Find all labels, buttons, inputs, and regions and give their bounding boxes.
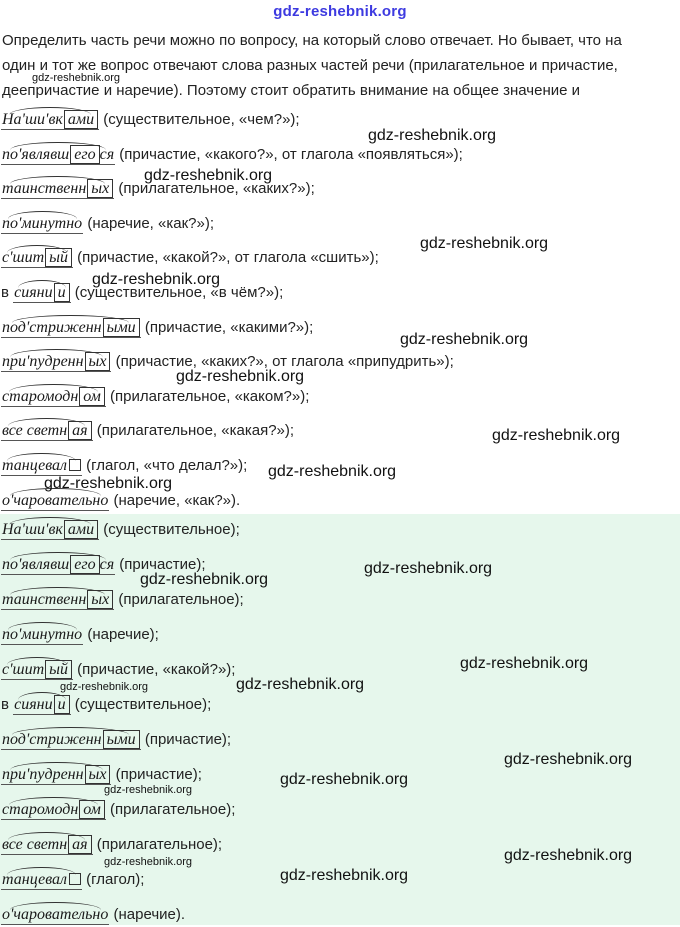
word-morpheme bbox=[1, 353, 111, 372]
word-morpheme bbox=[1, 492, 109, 511]
word-stem: по'являвш bbox=[2, 556, 70, 573]
word-stem: сияни bbox=[14, 284, 53, 301]
word-postfix: ся bbox=[99, 556, 115, 573]
analysis-line bbox=[1, 798, 235, 822]
part-of-speech-note: (глагол); bbox=[82, 871, 145, 888]
word-morpheme bbox=[1, 871, 82, 890]
word-ending: его bbox=[70, 555, 99, 574]
part-of-speech-note: (причастие, «какой?»); bbox=[73, 661, 236, 678]
word-ending: ых bbox=[87, 590, 113, 609]
word-ending: ая bbox=[68, 421, 91, 440]
word-morpheme bbox=[1, 766, 111, 785]
analysis-line bbox=[1, 108, 300, 132]
word-stem: под'стриженн bbox=[2, 731, 102, 748]
word-stem: по'минутно bbox=[2, 214, 83, 232]
part-of-speech-note: (существительное, «чем?»); bbox=[99, 111, 300, 128]
word-morpheme bbox=[1, 731, 141, 750]
word-ending: ыми bbox=[103, 730, 140, 749]
preposition: в bbox=[1, 696, 14, 713]
part-of-speech-note: (причастие, «какого?», от глагола «появляться»); bbox=[115, 145, 463, 163]
word-stem: о'чаровательно bbox=[2, 491, 109, 509]
word-stem: под'стриженн bbox=[2, 318, 102, 336]
word-stem: все светн bbox=[2, 836, 68, 853]
part-of-speech-note: (наречие, «как?»); bbox=[83, 214, 215, 232]
part-of-speech-note: (прилагательное, «каких?»); bbox=[114, 180, 315, 198]
word-morpheme bbox=[1, 626, 83, 645]
word-morpheme bbox=[1, 422, 93, 441]
watermark: gdz-reshebnik.org bbox=[236, 676, 365, 693]
word-morpheme bbox=[1, 111, 99, 130]
word-stem: старомодн bbox=[2, 801, 79, 818]
word-morpheme bbox=[1, 319, 141, 338]
word-ending: ыми bbox=[103, 318, 140, 337]
watermark: gdz-reshebnik.org bbox=[504, 751, 633, 768]
analysis-line bbox=[1, 246, 379, 270]
word-morpheme bbox=[1, 801, 106, 820]
analysis-line bbox=[1, 903, 185, 927]
part-of-speech-note: (глагол, «что делал?»); bbox=[82, 457, 248, 474]
analysis-line bbox=[1, 693, 211, 717]
word-morpheme bbox=[1, 906, 109, 925]
intro-line: один и тот же вопрос отвечают слова разных частей речи (прилагательное и причастие, bbox=[2, 57, 618, 74]
part-of-speech-note: (причастие, «каких?», от глагола «припудрить»); bbox=[111, 353, 454, 371]
part-of-speech-note: (причастие); bbox=[111, 766, 202, 783]
analysis-line bbox=[1, 658, 235, 682]
part-of-speech-note: (существительное); bbox=[70, 696, 212, 713]
watermark: gdz-reshebnik.org bbox=[420, 235, 549, 252]
analysis-line bbox=[1, 385, 309, 409]
part-of-speech-note: (существительное); bbox=[99, 521, 240, 538]
word-ending: ая bbox=[68, 835, 91, 854]
analysis-line bbox=[1, 623, 159, 647]
watermark: gdz-reshebnik.org bbox=[268, 463, 397, 480]
word-morpheme bbox=[1, 836, 93, 855]
word-morpheme bbox=[1, 591, 114, 610]
watermark: gdz-reshebnik.org bbox=[44, 475, 173, 492]
word-ending: ом bbox=[79, 800, 105, 819]
watermark: gdz-reshebnik.org bbox=[140, 571, 269, 588]
watermark: gdz-reshebnik.org bbox=[280, 771, 409, 788]
word-ending: ых bbox=[87, 179, 113, 198]
part-of-speech-note: (прилагательное); bbox=[105, 801, 236, 818]
intro-line: деепричастие и наречие). Поэтому стоит обратить внимание на общее значение и bbox=[2, 82, 581, 99]
word-stem: сияни bbox=[14, 696, 53, 713]
word-morpheme bbox=[1, 388, 106, 407]
word-postfix: ся bbox=[99, 145, 115, 163]
word-morpheme bbox=[1, 457, 82, 476]
analysis-line bbox=[1, 833, 222, 857]
word-stem: по'минутно bbox=[2, 626, 83, 643]
word-ending: ами bbox=[64, 520, 98, 539]
word-stem: таинственн bbox=[2, 591, 87, 608]
watermark: gdz-reshebnik.org bbox=[144, 167, 273, 184]
word-stem: таинственн bbox=[2, 180, 87, 198]
part-of-speech-note: (причастие); bbox=[115, 556, 206, 573]
part-of-speech-note: (прилагательное); bbox=[114, 591, 244, 608]
part-of-speech-note: (наречие). bbox=[109, 906, 186, 923]
site-header[interactable]: gdz-reshebnik.org bbox=[273, 3, 407, 20]
word-morpheme bbox=[1, 146, 115, 165]
preposition: в bbox=[1, 284, 14, 301]
part-of-speech-note: (существительное, «в чём?»); bbox=[70, 284, 284, 301]
intro-line: Определить часть речи можно по вопросу, на который слово отвечает. Но бывает, что на bbox=[2, 32, 622, 49]
word-morpheme bbox=[1, 215, 83, 234]
analysis-line bbox=[1, 728, 231, 752]
word-stem: танцевал bbox=[2, 457, 67, 474]
word-ending: ых bbox=[85, 765, 111, 784]
analysis-line bbox=[1, 868, 144, 892]
word-ending: ами bbox=[64, 110, 98, 129]
word-stem: с'шит bbox=[2, 249, 45, 267]
watermark: gdz-reshebnik.org bbox=[280, 867, 409, 884]
watermark: gdz-reshebnik.org bbox=[368, 127, 497, 144]
watermark: gdz-reshebnik.org bbox=[364, 560, 493, 577]
part-of-speech-note: (прилагательное); bbox=[92, 836, 223, 853]
word-stem: при'пудренн bbox=[2, 766, 84, 783]
zero-ending bbox=[69, 873, 81, 885]
word-ending: и bbox=[54, 283, 70, 302]
part-of-speech-note: (наречие, «как?»). bbox=[109, 491, 241, 509]
word-morpheme bbox=[1, 180, 114, 199]
watermark: gdz-reshebnik.org bbox=[176, 368, 305, 385]
watermark: gdz-reshebnik.org bbox=[60, 681, 149, 693]
watermark: gdz-reshebnik.org bbox=[400, 331, 529, 348]
word-ending: его bbox=[70, 145, 99, 164]
part-of-speech-note: (прилагательное, «каком?»); bbox=[105, 387, 310, 405]
word-morpheme bbox=[1, 521, 99, 540]
word-morpheme bbox=[13, 696, 70, 715]
word-stem: все светн bbox=[2, 422, 68, 440]
word-ending: и bbox=[54, 695, 70, 714]
part-of-speech-note: (прилагательное, «какая?»); bbox=[92, 422, 295, 440]
intro-text bbox=[2, 28, 678, 103]
watermark: gdz-reshebnik.org bbox=[104, 856, 193, 868]
analysis-line bbox=[1, 518, 240, 542]
word-ending: ый bbox=[45, 248, 72, 267]
watermark: gdz-reshebnik.org bbox=[104, 784, 193, 796]
part-of-speech-note: (причастие, «какой?», от глагола «сшить»); bbox=[73, 249, 379, 267]
watermark: gdz-reshebnik.org bbox=[504, 847, 633, 864]
watermark: gdz-reshebnik.org bbox=[460, 655, 589, 672]
analysis-line bbox=[1, 316, 313, 340]
word-stem: танцевал bbox=[2, 871, 67, 888]
watermark: gdz-reshebnik.org bbox=[92, 271, 221, 288]
word-ending: ых bbox=[85, 352, 111, 371]
word-morpheme bbox=[1, 661, 73, 680]
word-stem: с'шит bbox=[2, 661, 45, 678]
word-stem: На'ши'вк bbox=[2, 521, 63, 538]
word-morpheme bbox=[1, 556, 115, 575]
watermark: gdz-reshebnik.org bbox=[492, 427, 621, 444]
word-morpheme bbox=[1, 249, 73, 268]
word-stem: На'ши'вк bbox=[2, 111, 63, 128]
word-stem: по'являвш bbox=[2, 145, 70, 163]
analysis-line bbox=[1, 143, 463, 167]
word-stem: о'чаровательно bbox=[2, 906, 109, 923]
zero-ending bbox=[69, 459, 81, 471]
word-morpheme bbox=[13, 284, 70, 303]
part-of-speech-note: (наречие); bbox=[83, 626, 159, 643]
analysis-line bbox=[1, 212, 214, 236]
word-stem: старомодн bbox=[2, 387, 79, 405]
word-ending: ый bbox=[45, 660, 72, 679]
analysis-line bbox=[1, 588, 244, 612]
word-ending: ом bbox=[79, 387, 105, 406]
part-of-speech-note: (причастие); bbox=[140, 731, 232, 748]
analysis-line bbox=[1, 419, 294, 443]
part-of-speech-note: (причастие, «какими?»); bbox=[140, 318, 314, 336]
word-stem: при'пудренн bbox=[2, 353, 84, 371]
watermark: gdz-reshebnik.org bbox=[32, 72, 121, 84]
